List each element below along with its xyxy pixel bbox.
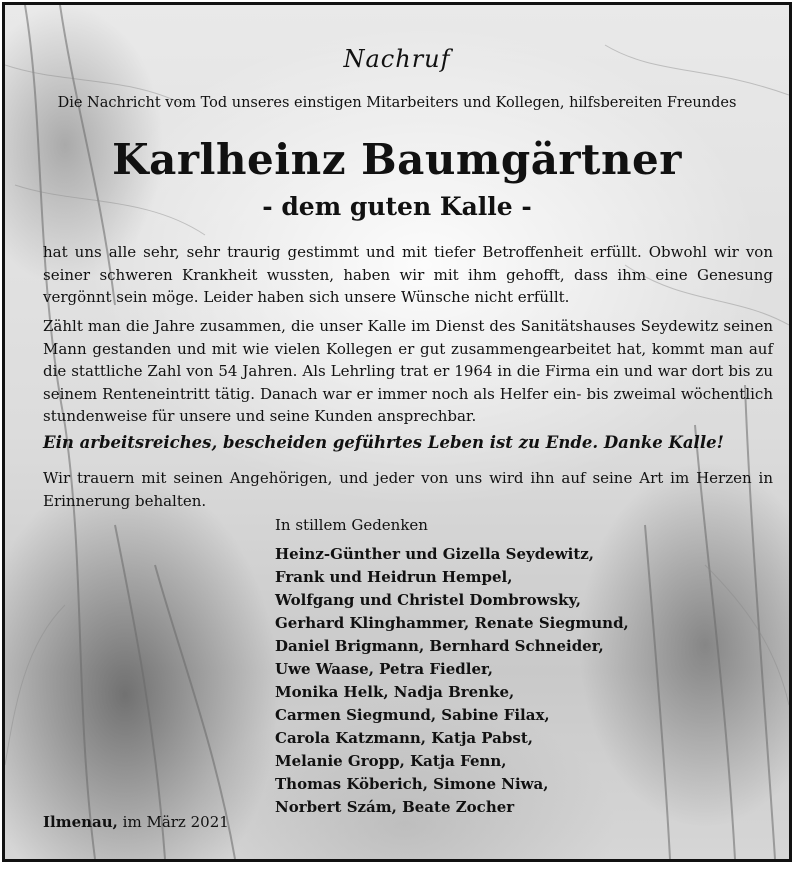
obituary-notice	[2, 2, 792, 862]
body-paragraph: Zählt man die Jahre zusammen, die unser Kalle im Dienst des Sanitätshauses Seydewitz seinen Mann gestanden und mit wie vielen Kollegen er gut zusammengearbeitet hat, kommt man auf die stattliche Zahl von 54 Jahren. Als Lehrling trat er 1964 in die Firma ein und war dort bis zu seinem Renteneintritt tätig. Danach war er immer noch als Helfer ein- bis zweimal wöchentlich stundenweise für unsere und seine Kunden ansprechbar.	[43, 317, 773, 425]
deceased-nickname: - dem guten Kalle -	[262, 192, 532, 221]
list-item: Monika Helk, Nadja Brenke,	[275, 683, 515, 701]
deceased-name: Karlheinz Baumgärtner	[112, 135, 682, 184]
intro-line: Die Nachricht vom Tod unseres einstigen Mitarbeiters und Kollegen, hilfsbereiten Freundes	[57, 95, 737, 111]
place-name: Ilmenau,	[43, 813, 118, 831]
list-item: Daniel Brigmann, Bernhard Schneider,	[275, 637, 604, 655]
notice-title: Nachruf	[343, 45, 451, 73]
list-item: Heinz-Günther und Gizella Seydewitz,	[275, 545, 595, 563]
farewell-quote: Ein arbeitsreiches, bescheiden geführtes Leben ist zu Ende. Danke Kalle!	[43, 433, 724, 452]
mourners-list	[275, 543, 629, 819]
list-item: Carmen Siegmund, Sabine Filax,	[275, 706, 550, 724]
list-item: Gerhard Klinghammer, Renate Siegmund,	[275, 614, 629, 632]
place-and-date	[43, 813, 229, 831]
list-item: Norbert Szám, Beate Zocher	[275, 798, 515, 816]
list-item: Wolfgang und Christel Dombrowsky,	[275, 591, 581, 609]
body-paragraph: hat uns alle sehr, sehr traurig gestimmt und mit tiefer Betroffenheit erfüllt. Obwohl wir von seiner schweren Krankheit wussten, haben wir mit ihm gehofft, dass ihm eine Genesung vergönnt sein möge. Leider haben sich unsere Wünsche nicht erfüllt.	[43, 243, 773, 306]
list-item: Carola Katzmann, Katja Pabst,	[275, 729, 533, 747]
list-item: Frank und Heidrun Hempel,	[275, 568, 513, 586]
list-item: Uwe Waase, Petra Fiedler,	[275, 660, 494, 678]
list-item: Thomas Köberich, Simone Niwa,	[275, 775, 549, 793]
body-paragraph: Wir trauern mit seinen Angehörigen, und jeder von uns wird ihn auf seine Art im Herzen in Erinnerung behalten.	[43, 469, 773, 510]
mourners-heading: In stillem Gedenken	[275, 516, 428, 534]
date-text: im März 2021	[122, 813, 229, 831]
list-item: Melanie Gropp, Katja Fenn,	[275, 752, 507, 770]
